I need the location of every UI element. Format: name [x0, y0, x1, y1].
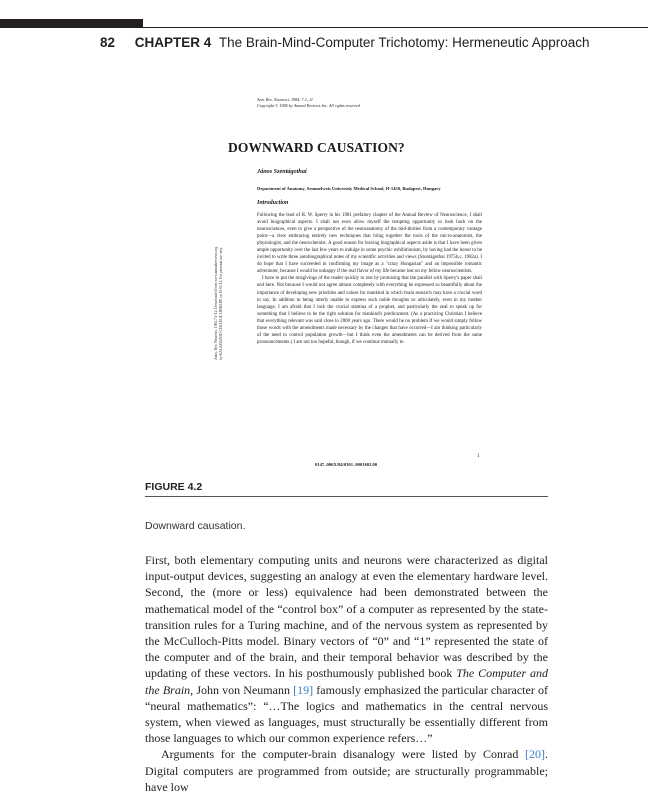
body-paragraph-1: [145, 552, 548, 746]
scan-side-line-1: Annu. Rev. Neurosci. 1984.7:1-12. Downloaded from www.annualreviews.org: [214, 246, 218, 360]
scan-meta: [257, 97, 360, 108]
scan-paragraph-2: I have to put the misgivings of the reader quickly to rest by promising that the parallel with Sperry's paper shall end here. Not because I would not agree almost completely with everything he expressed so beautifully about the importance of developing new priorities and values for mankind in which brain research may have a crucial word to say. In addition to being utterly unable to express such noble thoughts so articulately, even in my mother language, I am afraid that I lack the crucial stamina of a prophet, and particularly the zeal to speak up for something that I believe to be the right solution for mankind's predicament. (As a practicing Christian I believe that everything relevant was said close to 2000 years ago. There would be no problem if we would simply follow those words with the amendments made necessary by the changes that have occurred—I am thinking particularly of the need to control population growth—but I think even the amendments can be derived from the same pronouncements.) I am not too hopeful, though, if we continue mutually to: [257, 276, 482, 345]
scan-body: [257, 212, 482, 346]
chapter-title: The Brain-Mind-Computer Trichotomy: Hermeneutic Approach: [218, 35, 590, 50]
body-text: [145, 552, 548, 795]
scan-code: 0147–006X/84/0301–0001$02.00: [315, 462, 378, 467]
page-number: 82: [100, 35, 116, 50]
scan-side-line-2: by KALAMAZOO COLLEGE LIBRARY on 10/01/12. For personal use only.: [219, 247, 223, 360]
figure-scan: [195, 90, 490, 472]
figure-rule: [145, 496, 548, 497]
scan-intro-heading: Introduction: [257, 200, 289, 206]
body-p1-a: First, both elementary computing units and neurons were characterized as digital input-output devices, suggesting an analogy at even the elementary hardware level. Second, the (more or less) equivalence had been demonstrated between the mathematical model of the “control box” of a computer as represented by the state-transition rules for a Turing machine, and of the nervous system as represented by the McCulloch-Pitts model. Binary vectors of “0” and “1” represented the state of the computer and of the brain, and their temporal behavior was described by the updating of these vectors. In his posthumously published book: [145, 553, 548, 681]
body-paragraph-2: [145, 746, 548, 795]
scan-affiliation: Department of Anatomy, Semmelweis University Medical School, H-1450, Budapest, Hungary: [257, 186, 441, 191]
scan-paragraph-1: Following the lead of R. W. Sperry in his 1981 prefatory chapter of the Annual Review of Neuroscience, I shall avoid biographical aspects. I shall not even allow myself the tempting opportunity to look back on the neurosciences, even to give a perspective of the neuroanatomy of the mid-thirties from a contemporary vantage point—a view embracing entirely new techniques that bring together the tools of the micro-anatomist, the physiologist, and the neurochemist. A good reason for leaving biographical aspects aside is that I have been given ample opportunity over the last few years to indulge in some psychic exhibitionism, by having had the honor to be invited to write three autobiographical notes of my scientific activities and views (Szentágothai 1975b,c, 1982a). I do hope that I have succeeded in confirming my image as a "crazy Hungarian" and an impossible romantic adventurer, because I would be unhappy if the real flavor of my life became lost on my fellow neuroscientists.: [257, 213, 482, 275]
running-header: [100, 35, 589, 50]
scan-copyright-line: Copyright © 1984 by Annual Reviews Inc. All rights reserved: [257, 102, 360, 108]
header-rule: [143, 27, 648, 28]
chapter-label: CHAPTER 4: [134, 35, 212, 50]
figure-label: FIGURE 4.2: [145, 481, 203, 493]
body-p1-b: , John von Neumann: [190, 682, 294, 697]
scan-author: János Szentágothai: [257, 168, 307, 175]
scan-side-text: [214, 247, 224, 360]
scan-page-number: 1: [477, 454, 480, 459]
body-p2-b: . Digital computers are programmed from outside; are structurally programmable; have low: [145, 747, 548, 794]
citation-link[interactable]: [20]: [525, 747, 545, 762]
figure-caption: Downward causation.: [145, 520, 246, 532]
body-p2-a: Arguments for the computer-brain disanalogy were listed by Conrad: [161, 747, 525, 762]
header-bar: [0, 19, 143, 28]
scan-title: DOWNWARD CAUSATION?: [228, 140, 405, 155]
book-title: The Computer and the Brain: [145, 666, 548, 697]
scan-journal-line: Ann. Rev. Neurosci. 1984. 7:1–11: [257, 97, 313, 102]
citation-link[interactable]: [19]: [293, 682, 314, 697]
body-p1-c: famously emphasized the particular character of “neural mathematics”: “…The logics and mathematics in the central nervous system, when viewed as languages, must structurally be essentially different from those languages to which our common experience refers…”: [145, 682, 549, 746]
